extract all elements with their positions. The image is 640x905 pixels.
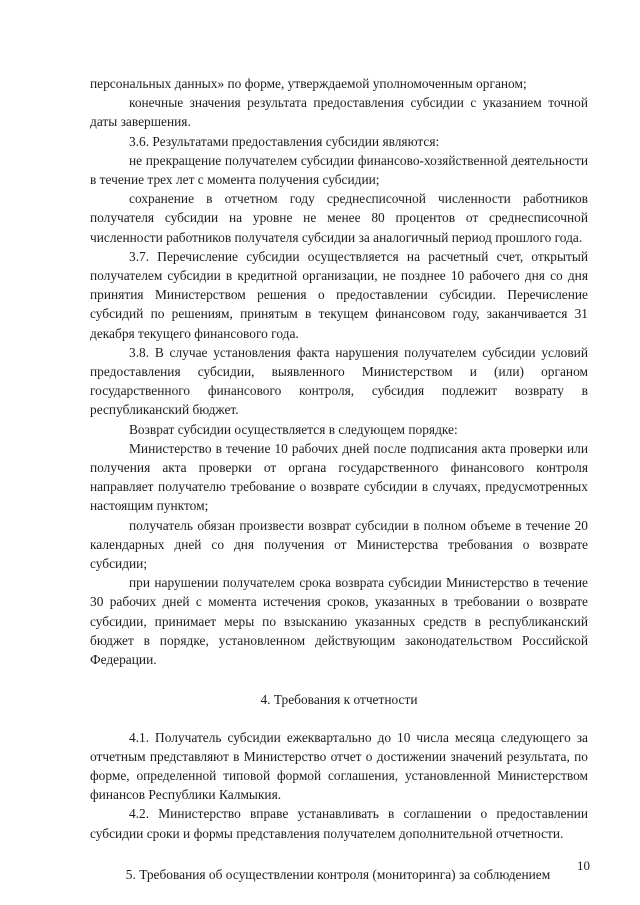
paragraph: не прекращение получателем субсидии финансово-хозяйственной деятельности в течение трех лет с момента получения субсидии; bbox=[90, 152, 588, 188]
section-heading: 4. Требования к отчетности bbox=[260, 692, 418, 708]
paragraph: 4.1. Получатель субсидии ежеквартально до 10 числа месяца следующего за отчетным представляют в Министерство отчет о достижении значений результата, по форме, определенной типовой формой соглашения, установленной Министерством финансов Республики Калмыкия. bbox=[90, 729, 588, 803]
section-3-continuation bbox=[90, 74, 588, 669]
section-4-body bbox=[90, 728, 588, 843]
paragraph: 3.6. Результатами предоставления субсидии являются: bbox=[129, 133, 440, 149]
paragraph: Возврат субсидии осуществляется в следующем порядке: bbox=[129, 421, 458, 437]
paragraph: 3.8. В случае установления факта нарушения получателем субсидии условий предоставления субсидии, выявленного Министерством и (или) органом государственного финансового контроля, субсидия подлежит возврату в республиканский бюджет. bbox=[90, 344, 588, 418]
paragraph: получатель обязан произвести возврат субсидии в полном объеме в течение 20 календарных дней со дня получения от Министерства требования о возврате субсидии; bbox=[90, 517, 588, 572]
section-heading: 5. Требования об осуществлении контроля (мониторинга) за соблюдением bbox=[125, 866, 551, 882]
paragraph: Министерство в течение 10 рабочих дней после подписания акта проверки или получения акта проверки от органа государственного финансового контроля направляет получателю требование о возврате субсидии в случаях, предусмотренных настоящим пунктом; bbox=[90, 440, 588, 514]
paragraph: при нарушении получателем срока возврата субсидии Министерство в течение 30 рабочих дней с момента истечения сроков, указанных в требовании о возврате субсидии, принимает меры по взысканию указанных средств в республиканский бюджет в порядке, установленном действующим законодательством Российской Федерации. bbox=[90, 575, 588, 668]
paragraph: персональных данных» по форме, утверждаемой уполномоченным органом; bbox=[90, 76, 527, 91]
page-number: 10 bbox=[577, 858, 590, 873]
paragraph: 3.7. Перечисление субсидии осуществляется на расчетный счет, открытый получателем субсидии в кредитной организации, не позднее 10 рабочего дня со дня принятия Министерством решения о предоставлении субсидии. Перечисление субсидий по решениям, принятым в текущем финансовом году, заканчивается 31 декабря текущего финансового года. bbox=[90, 248, 588, 341]
paragraph: конечные значения результата предоставления субсидии с указанием точной даты завершения. bbox=[90, 95, 588, 130]
paragraph: 4.2. Министерство вправе устанавливать в соглашении о предоставлении субсидии сроки и формы представления получателем дополнительной отчетности. bbox=[90, 806, 588, 841]
paragraph: сохранение в отчетном году среднесписочной численности работников получателя субсидии на уровне не менее 80 процентов от среднесписочной численности работников получателя субсидии за аналогичный период прошлого года. bbox=[90, 191, 588, 245]
